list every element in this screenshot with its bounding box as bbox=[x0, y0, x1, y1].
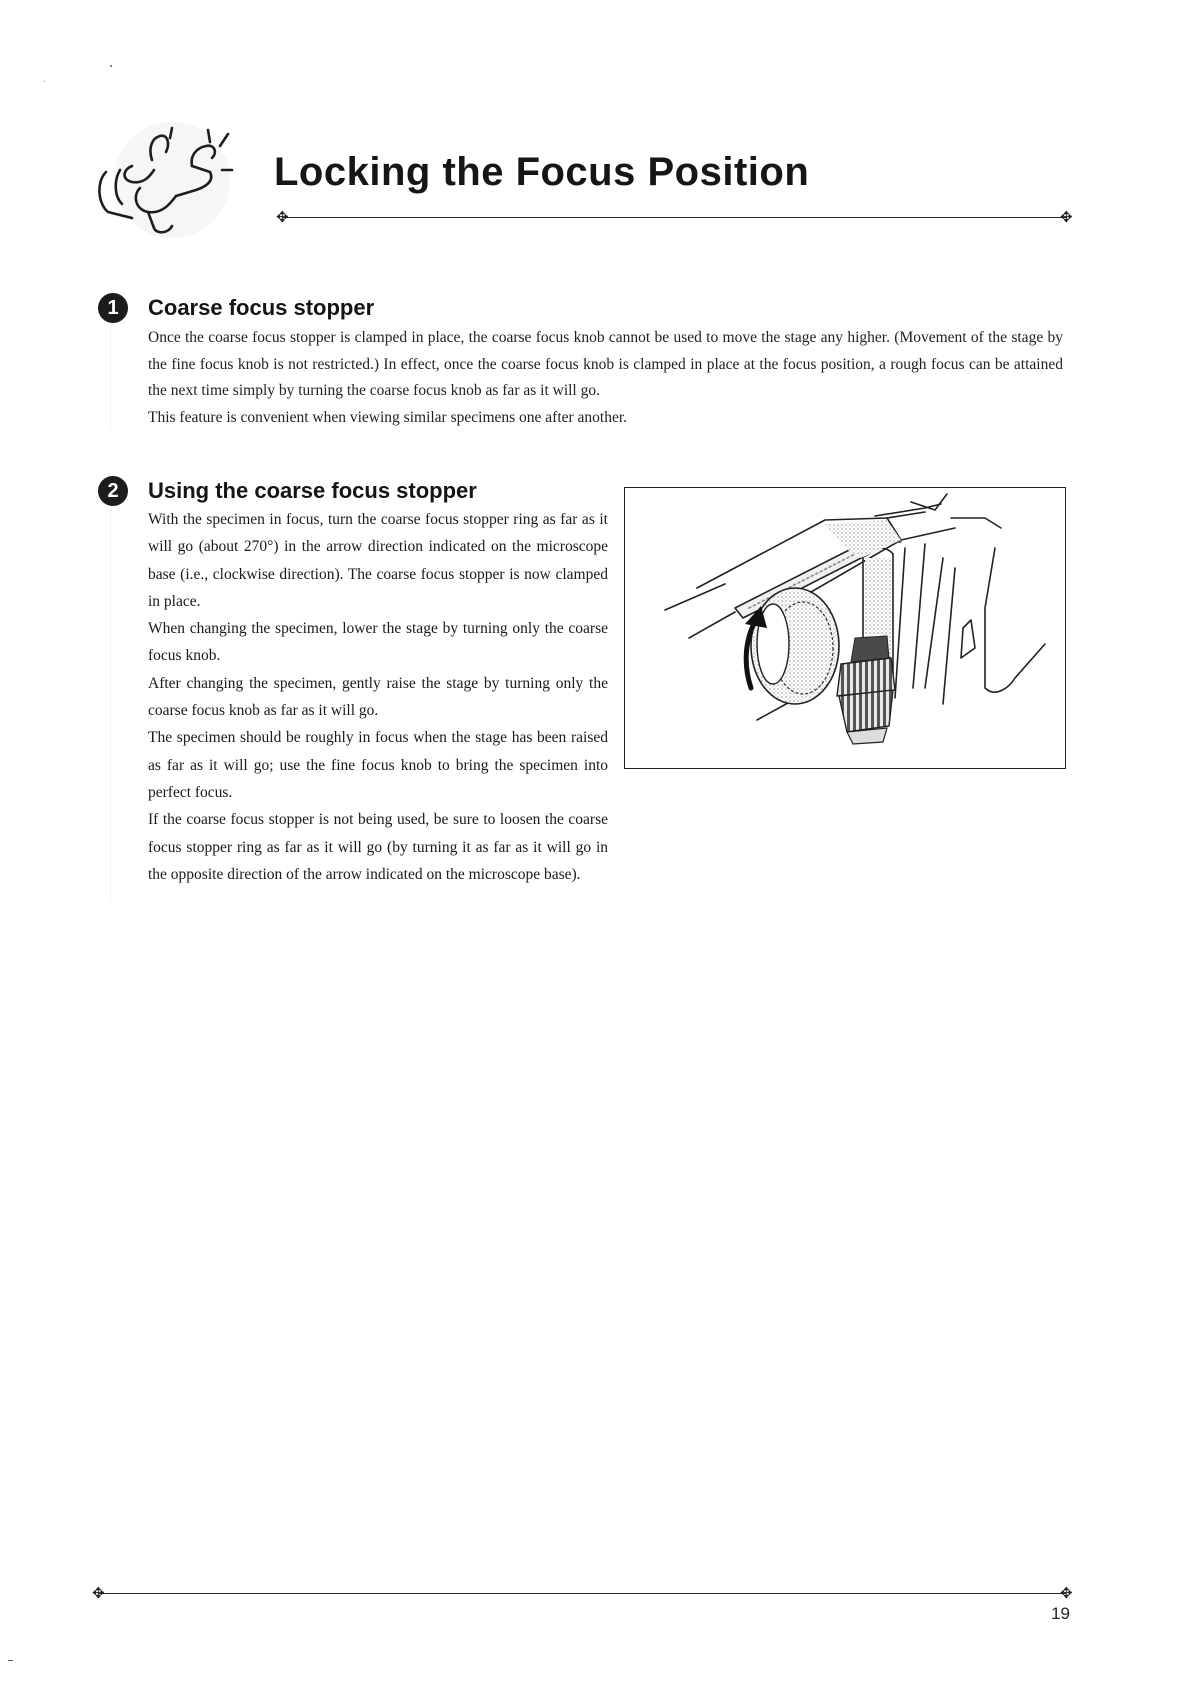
rule-ornament-icon: ✥ bbox=[92, 1584, 105, 1602]
section-body bbox=[148, 506, 608, 888]
section-paragraph: After changing the specimen, gently raise the stage by turning only the coarse focus knob as far as it will go. bbox=[148, 674, 608, 720]
section-number-badge: 2 bbox=[98, 476, 128, 506]
page-title: Locking the Focus Position bbox=[274, 150, 810, 194]
section-paragraph: The specimen should be roughly in focus when the stage has been raised as far as it will go; use the fine focus knob to bring the specimen into perfect focus. bbox=[148, 729, 608, 801]
section-paragraph: This feature is convenient when viewing similar specimens one after another. bbox=[148, 409, 628, 426]
coarse-focus-stopper-illustration-icon bbox=[625, 488, 1065, 768]
section-heading: Using the coarse focus stopper bbox=[148, 478, 477, 503]
scan-speck bbox=[110, 65, 112, 67]
scan-speck bbox=[44, 81, 45, 82]
section-paragraph: If the coarse focus stopper is not being used, be sure to loosen the coarse focus stopper ring as far as it will go (by turning it as far as it will go in the opposite direction of the arrow indicated on the microscope base). bbox=[148, 811, 608, 883]
footer-rule bbox=[98, 1593, 1066, 1594]
rule-ornament-icon: ✥ bbox=[276, 208, 289, 226]
section-paragraph: With the specimen in focus, turn the coarse focus stopper ring as far as it will go (about 270°) in the arrow direction indicated on the microscope base (i.e., clockwise direction). The coarse focus stopper is now clamped in place. bbox=[148, 511, 608, 610]
section-paragraph: Once the coarse focus stopper is clamped in place, the coarse focus knob cannot be used to move the stage any higher. (Movement of the stage by the fine focus knob is not restricted.) In effect, once the coarse focus knob is clamped in place at the focus position, a rough focus can be attained the next time simply by turning the coarse focus knob as far as it will go. bbox=[148, 329, 1063, 399]
rule-ornament-icon: ✥ bbox=[1060, 1584, 1073, 1602]
section-paragraph: When changing the specimen, lower the stage by turning only the coarse focus knob. bbox=[148, 620, 608, 665]
margin-mark bbox=[110, 510, 117, 900]
title-rule bbox=[282, 217, 1067, 218]
page-number: 19 bbox=[1051, 1604, 1070, 1623]
figure-frame bbox=[624, 487, 1066, 769]
scan-speck bbox=[8, 1660, 13, 1661]
section-heading: Coarse focus stopper bbox=[148, 295, 375, 320]
pointing-hand-icon bbox=[92, 100, 282, 250]
margin-mark bbox=[110, 330, 117, 430]
section-number-badge: 1 bbox=[98, 293, 128, 323]
rule-ornament-icon: ✥ bbox=[1060, 208, 1073, 226]
